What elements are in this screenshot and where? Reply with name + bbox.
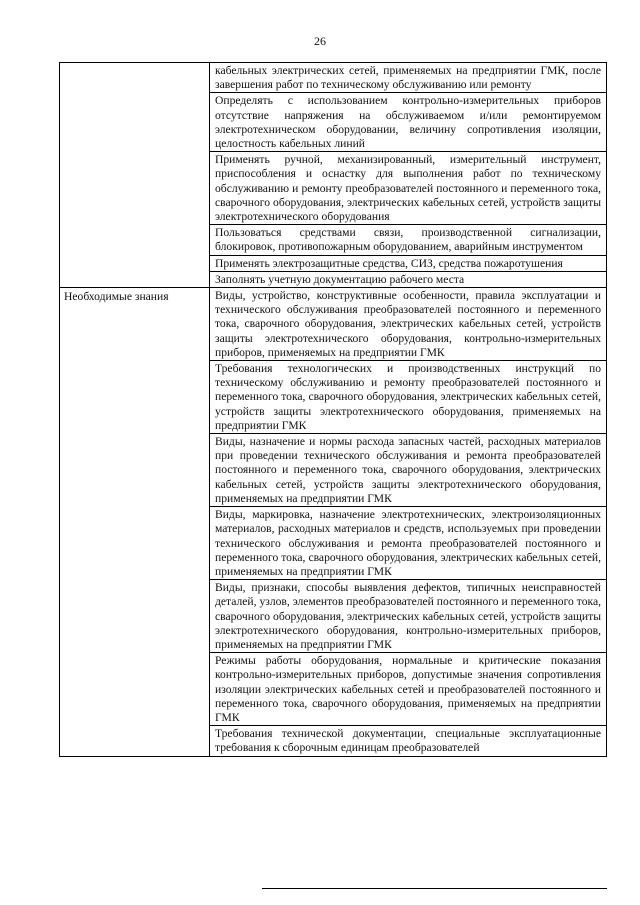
list-item: Виды, устройство, конструктивные особенности, правила эксплуатации и технического обслуживания преобразователей постоянного и переменного тока, сварочного оборудования, электрических кабельных сетей, устройств защиты электротехнического оборудования, контрольно-измерительных приборов, применяемых на предприятии ГМК [210, 288, 606, 361]
list-item: Заполнять учетную документацию рабочего места [215, 272, 465, 286]
list-item: Виды, маркировка, назначение электротехнических, электроизоляционных материалов, расходных материалов и средств, используемых при проведении технического обслуживания и ремонта преобразователей постоянного и переменного тока, сварочного оборудования, электрических кабельных сетей, применяемых на предприятии ГМК [210, 507, 606, 580]
table-row-skills [60, 63, 607, 288]
table-row-knowledge [60, 288, 607, 757]
list-item: Виды, признаки, способы выявления дефектов, типичных неисправностей деталей, узлов, элементов преобразователей постоянного и переменного тока, сварочного оборудования, электрических кабельных сетей, устройств защиты электротехнического оборудования, контрольно-измерительных приборов, применяемых на предприятии ГМК [210, 580, 606, 653]
list-item: кабельных электрических сетей, применяемых на предприятии ГМК, после завершения работ по техническому обслуживанию или ремонту [210, 63, 606, 93]
page-bottom-rule [262, 888, 607, 889]
list-item: Режимы работы оборудования, нормальные и критические показания контрольно-измерительных приборов, допустимые значения сопротивления изоляции электрических кабельных сетей и преобразователей постоянного и переменного тока, сварочного оборудования, применяемых на предприятии ГМК [210, 653, 606, 726]
competency-table [59, 62, 607, 757]
list-item: Применять электрозащитные средства, СИЗ, средства пожаротушения [210, 256, 606, 272]
row-label: Необходимые знания [64, 290, 169, 304]
row-label [64, 63, 205, 65]
list-item: Виды, назначение и нормы расхода запасных частей, расходных материалов при проведении технического обслуживания и ремонта преобразователей постоянного и переменного тока, сварочного оборудования, электрических кабельных сетей, устройств защиты электротехнического оборудования, применяемых на предприятии ГМК [210, 434, 606, 507]
list-item: Требования технологических и производственных инструкций по техническому обслуживанию и ремонту преобразователей постоянного и переменного тока, сварочного оборудования, электрических кабельных сетей, устройств защиты электротехнического оборудования, применяемых на предприятии ГМК [210, 361, 606, 434]
list-item: Пользоваться средствами связи, производственной сигнализации, блокировок, противопожарным оборудованием, аварийным инструментом [210, 225, 606, 255]
list-item: Требования технической документации, специальные эксплуатационные требования к сборочным единицам преобразователей [215, 727, 601, 755]
list-item: Определять с использованием контрольно-измерительных приборов отсутствие напряжения на обслуживаемом и/или ремонтируемом электротехническом оборудовании, величину сопротивления изоляции, целостность кабельных линий [210, 93, 606, 152]
row-label-cell [60, 288, 210, 757]
list-item: Применять ручной, механизированный, измерительный инструмент, приспособления и оснастку для выполнения работ по техническому обслуживанию и ремонту преобразователей постоянного и переменного тока, сварочного оборудования, электрических кабельных сетей, устройств защиты электротехнического оборудования [210, 152, 606, 225]
page-number: 26 [314, 34, 326, 48]
row-content-cell [210, 288, 607, 757]
row-content-cell [210, 63, 607, 288]
row-label-cell [60, 63, 210, 288]
